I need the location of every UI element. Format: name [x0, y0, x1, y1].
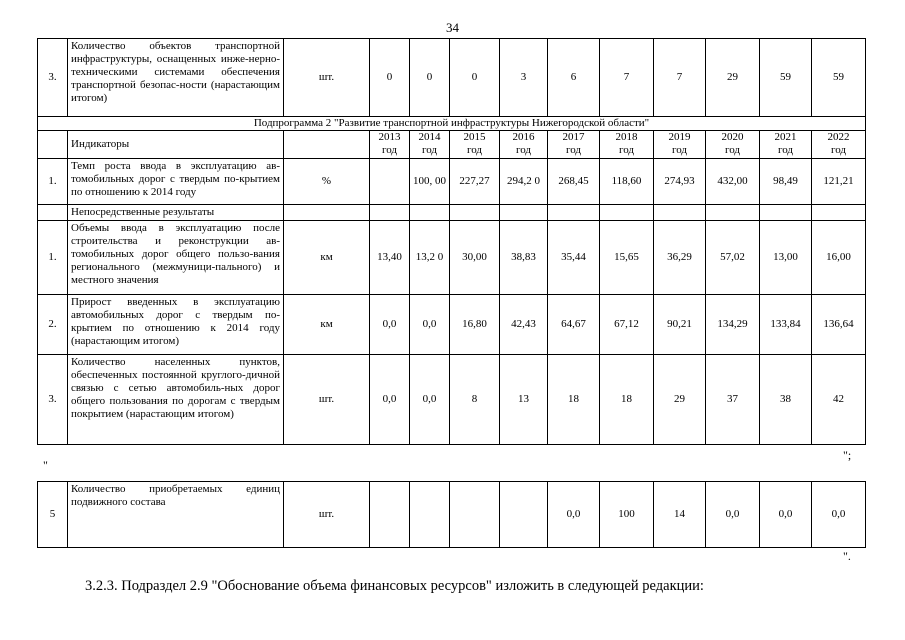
year-label: 2019 — [668, 131, 691, 143]
year-label: 2021 — [774, 131, 797, 143]
unit: шт. — [284, 39, 370, 117]
table-row — [38, 295, 866, 355]
year-suffix: год — [421, 144, 438, 156]
rolling-stock-table — [37, 481, 866, 548]
value-cell: 35,44 — [548, 221, 600, 295]
indicators-table — [37, 38, 866, 445]
empty-cell — [450, 205, 500, 221]
value-cell: 29 — [706, 39, 760, 117]
value-cell: 30,00 — [450, 221, 500, 295]
closing-quote-mark-2: ". — [843, 549, 851, 563]
value-cell: 432,00 — [706, 159, 760, 205]
value-cell: 13,2 0 — [410, 221, 450, 295]
indicator-name: Прирост введенных в эксплуатацию автомобильных дорог с твердым по-крытием по отношению к 2014 году (нарастающим итогом) — [68, 295, 284, 355]
unit — [284, 131, 370, 159]
table-row — [38, 355, 866, 445]
value-cell: 0,0 — [706, 482, 760, 548]
year-suffix: год — [618, 144, 635, 156]
subprogram-row — [38, 117, 866, 131]
value-cell: 121,21 — [812, 159, 866, 205]
unit: шт. — [284, 355, 370, 445]
year-header — [760, 131, 812, 159]
row-number — [38, 205, 68, 221]
empty-cell — [410, 205, 450, 221]
value-cell: 98,49 — [760, 159, 812, 205]
table-row — [38, 482, 866, 548]
empty-cell — [706, 205, 760, 221]
value-cell: 8 — [450, 355, 500, 445]
value-cell: 38,83 — [500, 221, 548, 295]
value-cell — [500, 482, 548, 548]
year-suffix: год — [724, 144, 741, 156]
value-cell: 274,93 — [654, 159, 706, 205]
value-cell: 0,0 — [410, 295, 450, 355]
year-suffix: год — [515, 144, 532, 156]
empty-cell — [500, 205, 548, 221]
empty-cell — [760, 205, 812, 221]
value-cell: 16,00 — [812, 221, 866, 295]
row-number: 1. — [38, 159, 68, 205]
value-cell: 3 — [500, 39, 548, 117]
empty-cell — [548, 205, 600, 221]
indicators-table-body — [38, 39, 866, 445]
direct-results-row — [38, 205, 866, 221]
value-cell: 42,43 — [500, 295, 548, 355]
value-cell: 0,0 — [812, 482, 866, 548]
row-number: 3. — [38, 355, 68, 445]
page-number: 34 — [446, 20, 459, 35]
direct-results-label: Непосредственные результаты — [68, 205, 284, 221]
empty-cell — [654, 205, 706, 221]
indicator-name: Темп роста ввода в эксплуатацию ав-томобильных дорог с твердым по-крытием по отношению к 2014 году — [68, 159, 284, 205]
value-cell: 268,45 — [548, 159, 600, 205]
indicator-name: Объемы ввода в эксплуатацию после строительства и реконструкции ав-томобильных дорог общего пользо-вания регионального (межмуници-пального) и местного значения — [68, 221, 284, 295]
value-cell: 0 — [450, 39, 500, 117]
value-cell: 7 — [654, 39, 706, 117]
year-suffix: год — [671, 144, 688, 156]
value-cell: 100 — [600, 482, 654, 548]
year-label: 2014 — [418, 131, 441, 143]
year-suffix: год — [565, 144, 582, 156]
value-cell: 13 — [500, 355, 548, 445]
year-header — [410, 131, 450, 159]
value-cell: 67,12 — [600, 295, 654, 355]
value-cell: 59 — [812, 39, 866, 117]
value-cell: 0,0 — [370, 295, 410, 355]
value-cell: 29 — [654, 355, 706, 445]
table-row — [38, 159, 866, 205]
year-header — [450, 131, 500, 159]
unit: % — [284, 159, 370, 205]
value-cell: 0 — [370, 39, 410, 117]
value-cell — [450, 482, 500, 548]
row-number — [38, 131, 68, 159]
year-header — [370, 131, 410, 159]
value-cell: 90,21 — [654, 295, 706, 355]
unit: шт. — [284, 482, 370, 548]
empty-cell — [600, 205, 654, 221]
year-header — [812, 131, 866, 159]
year-suffix: год — [466, 144, 483, 156]
value-cell: 38 — [760, 355, 812, 445]
year-label: 2020 — [721, 131, 744, 143]
value-cell: 7 — [600, 39, 654, 117]
value-cell: 16,80 — [450, 295, 500, 355]
indicator-name: Количество объектов транспортной инфраструктуры, оснащенных инже-нерно-техническими системами обеспечения транспортной безопас-ности (нарастающим итогом) — [68, 39, 284, 117]
value-cell: 42 — [812, 355, 866, 445]
year-suffix: год — [777, 144, 794, 156]
value-cell: 15,65 — [600, 221, 654, 295]
year-label: 2013 — [378, 131, 401, 143]
value-cell: 13,40 — [370, 221, 410, 295]
value-cell — [370, 159, 410, 205]
indicator-name: Количество приобретаемых единиц подвижного состава — [68, 482, 284, 548]
subprogram-title: Подпрограмма 2 "Развитие транспортной инфраструктуры Нижегородской области" — [38, 117, 866, 131]
row-number: 3. — [38, 39, 68, 117]
value-cell: 14 — [654, 482, 706, 548]
value-cell: 36,29 — [654, 221, 706, 295]
year-label: 2015 — [463, 131, 486, 143]
table-row — [38, 39, 866, 117]
header-row — [38, 131, 866, 159]
table-row — [38, 221, 866, 295]
value-cell: 64,67 — [548, 295, 600, 355]
year-label: 2017 — [562, 131, 585, 143]
row-number: 2. — [38, 295, 68, 355]
value-cell: 0 — [410, 39, 450, 117]
indicator-name: Количество населенных пунктов, обеспеченных постоянной круглого-дичной связью с сетью автомобиль-ных дорог общего пользования по дорогам с твердым покрытием (нарастающим итогом) — [68, 355, 284, 445]
value-cell: 57,02 — [706, 221, 760, 295]
value-cell — [410, 482, 450, 548]
year-header — [706, 131, 760, 159]
value-cell: 134,29 — [706, 295, 760, 355]
empty-cell — [284, 205, 370, 221]
value-cell — [370, 482, 410, 548]
year-header — [548, 131, 600, 159]
row-number: 1. — [38, 221, 68, 295]
value-cell: 133,84 — [760, 295, 812, 355]
indicators-label: Индикаторы — [68, 131, 284, 159]
value-cell: 227,27 — [450, 159, 500, 205]
year-label: 2018 — [615, 131, 638, 143]
row-number: 5 — [38, 482, 68, 548]
value-cell: 18 — [600, 355, 654, 445]
value-cell: 13,00 — [760, 221, 812, 295]
value-cell: 118,60 — [600, 159, 654, 205]
year-header — [500, 131, 548, 159]
value-cell: 6 — [548, 39, 600, 117]
value-cell: 18 — [548, 355, 600, 445]
rolling-stock-table-body — [38, 482, 866, 548]
value-cell: 59 — [760, 39, 812, 117]
unit: км — [284, 221, 370, 295]
year-suffix: год — [830, 144, 847, 156]
value-cell: 0,0 — [410, 355, 450, 445]
paragraph-3-2-3: 3.2.3. Подраздел 2.9 "Обоснование объема финансовых ресурсов" изложить в следующей редакции: — [85, 578, 704, 594]
year-header — [600, 131, 654, 159]
value-cell: 100, 00 — [410, 159, 450, 205]
value-cell: 0,0 — [370, 355, 410, 445]
closing-quote-mark: "; — [843, 448, 852, 462]
value-cell: 294,2 0 — [500, 159, 548, 205]
unit: км — [284, 295, 370, 355]
empty-cell — [812, 205, 866, 221]
year-label: 2022 — [827, 131, 850, 143]
value-cell: 0,0 — [760, 482, 812, 548]
year-label: 2016 — [512, 131, 535, 143]
opening-quote-mark: " — [43, 458, 48, 472]
value-cell: 0,0 — [548, 482, 600, 548]
value-cell: 37 — [706, 355, 760, 445]
value-cell: 136,64 — [812, 295, 866, 355]
empty-cell — [370, 205, 410, 221]
year-suffix: год — [381, 144, 398, 156]
year-header — [654, 131, 706, 159]
